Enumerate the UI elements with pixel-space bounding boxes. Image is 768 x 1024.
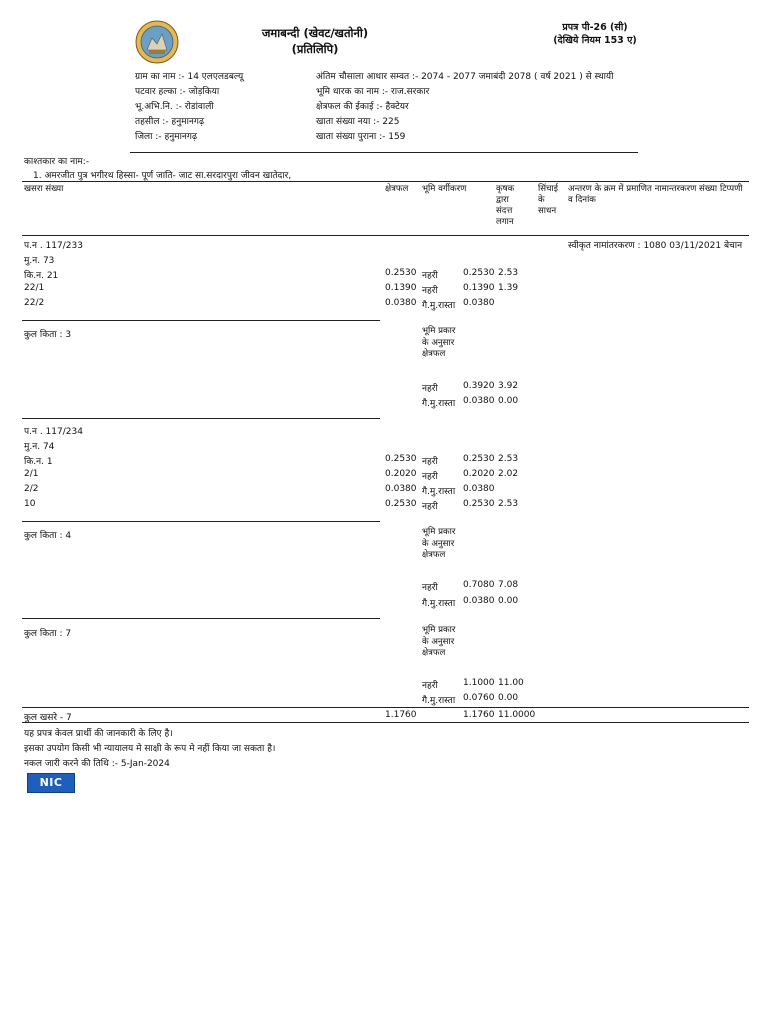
total-rent: 11.0000 [498, 710, 536, 720]
cultivator-name: 1. अमरजीत पुत्र भगीरथ हिस्सा- पूर्ण जाति- जाट सा.सरदारपुरा जीवन खातेदार, [33, 171, 292, 181]
summary-label: भूमि प्रकार के अनुसार क्षेत्रफल [422, 326, 456, 359]
rajasthan-emblem-icon [135, 20, 179, 64]
summary-area: 0.0760 [463, 693, 495, 703]
summary-rent: 7.08 [498, 580, 519, 590]
land-class: नहरी [422, 286, 438, 296]
summary-label: भूमि प्रकार के अनुसार क्षेत्रफल [422, 625, 456, 658]
summary-rent: 0.00 [498, 693, 519, 703]
area-value: 0.2530 [385, 454, 417, 464]
class-area: 0.2530 [463, 268, 495, 278]
class-area: 0.0380 [463, 484, 495, 494]
class-area: 0.2530 [463, 454, 495, 464]
khasra-number: कि.न. 1 [24, 457, 53, 467]
summary-label: भूमि प्रकार के अनुसार क्षेत्रफल [422, 527, 456, 560]
rent-value: 2.53 [498, 499, 519, 509]
khata-new: खाता संख्या नया :- 225 [316, 117, 400, 127]
land-class: गै.मु.रास्ता [422, 696, 456, 706]
total-class-area: 1.1760 [463, 710, 495, 720]
land-class: नहरी [422, 502, 438, 512]
khasra-number: 22/2 [24, 298, 45, 308]
totals-top-rule [22, 707, 749, 708]
col-class: भूमि वर्गीकरण [422, 184, 467, 194]
district: जिला :- हनुमानगढ़ [135, 132, 198, 142]
summary-rent: 0.00 [498, 596, 519, 606]
area-value: 0.2530 [385, 499, 417, 509]
tehsil: तहसील :- हनुमानगढ़ [135, 117, 205, 127]
pn-number: प.न . 117/234 [24, 427, 83, 437]
land-class: नहरी [422, 681, 438, 691]
land-class: गै.मु.रास्ता [422, 599, 456, 609]
class-area: 0.1390 [463, 283, 495, 293]
summary-rent: 3.92 [498, 381, 519, 391]
total-area: 1.1760 [385, 710, 417, 720]
summary-area: 0.0380 [463, 396, 495, 406]
khasra-number: 10 [24, 499, 36, 509]
class-area: 0.0380 [463, 298, 495, 308]
footer-note-info: यह प्रपत्र केवल प्रार्थी की जानकारी के लिए है। [24, 729, 173, 739]
col-mutation: अन्तरण के क्रम में प्रमाणित नामान्तरकरण संख्या व दिनांक [568, 184, 718, 205]
summary-area: 0.0380 [463, 596, 495, 606]
murabba-number: मु.न. 73 [24, 256, 55, 266]
land-class: नहरी [422, 384, 438, 394]
land-class: नहरी [422, 583, 438, 593]
footer-note-legal: इसका उपयोग किसी भी न्यायालय मे साक्षी के रूप मे नहीं किया जा सकता है। [24, 744, 276, 754]
mutation-entry: स्वीकृत नामांतरकरण : 1080 03/11/2021 बेचान [568, 241, 743, 251]
document-title: जमाबन्दी (खेवट/खतोनी) [261, 26, 369, 40]
area-value: 0.1390 [385, 283, 417, 293]
col-rent: कृषक द्वारा संदत्त लगान [496, 184, 515, 227]
table-top-rule [22, 181, 749, 182]
area-value: 0.2530 [385, 268, 417, 278]
rent-value: 2.02 [498, 469, 519, 479]
land-class: गै.मु.रास्ता [422, 487, 456, 497]
form-rule: (देखिये नियम 153 ए) [553, 35, 637, 46]
kul-kita-total: कुल किता : 7 [24, 629, 72, 639]
murabba-number: मु.न. 74 [24, 442, 55, 452]
totals-bottom-rule [22, 722, 749, 723]
land-class: नहरी [422, 457, 438, 467]
section-rule [22, 521, 380, 522]
summary-area: 1.1000 [463, 678, 495, 688]
patwar-halka: पटवार हल्का :- जोड़किया [135, 87, 220, 97]
rent-value: 1.39 [498, 283, 519, 293]
class-area: 0.2020 [463, 469, 495, 479]
col-irrigation: सिंचाई के साधन [538, 184, 558, 216]
divider [130, 152, 638, 153]
land-holder: भूमि धारक का नाम :- राज.सरकार [316, 87, 430, 97]
kul-kita: कुल किता : 4 [24, 531, 72, 541]
nic-logo: NIC [27, 773, 75, 793]
summary-area: 0.7080 [463, 580, 495, 590]
rent-value: 2.53 [498, 268, 519, 278]
land-class: नहरी [422, 271, 438, 281]
bhu-abhi-ni: भू.अभि.नि. :- रोडांवाली [135, 102, 214, 112]
document-subtitle: (प्रतिलिपि) [291, 42, 339, 56]
khata-old: खाता संख्या पुराना :- 159 [316, 132, 406, 142]
village-name: ग्राम का नाम :- 14 एलएलडबल्यू [135, 72, 244, 82]
kul-kita: कुल किता : 3 [24, 330, 72, 340]
col-khasra: खसरा संख्या [24, 184, 64, 194]
section-rule [22, 320, 380, 321]
area-value: 0.0380 [385, 298, 417, 308]
khasra-number: 22/1 [24, 283, 45, 293]
section-rule [22, 618, 380, 619]
form-number: प्रपत्र पी-26 (सी) [562, 22, 628, 33]
area-value: 0.0380 [385, 484, 417, 494]
land-class: गै.मु.रास्ता [422, 301, 456, 311]
section-rule [22, 418, 380, 419]
khasra-number: कि.न. 21 [24, 271, 59, 281]
summary-rent: 0.00 [498, 396, 519, 406]
pn-number: प.न . 117/233 [24, 241, 83, 251]
total-khasra: कुल खसरे - 7 [24, 713, 72, 723]
class-area: 0.2530 [463, 499, 495, 509]
cultivator-label: काश्तकार का नाम:- [24, 157, 90, 167]
khasra-number: 2/2 [24, 484, 39, 494]
area-unit: क्षेत्रफल की ईकाई :- हैक्टेयर [316, 102, 409, 112]
khasra-number: 2/1 [24, 469, 39, 479]
land-class: नहरी [422, 472, 438, 482]
table-header-rule [22, 235, 749, 236]
area-value: 0.2020 [385, 469, 417, 479]
issue-date: नकल जारी करने की तिथि :- 5-Jan-2024 [24, 759, 170, 769]
samvat-info: अंतिम चौसाला आधार सम्वत :- 2074 - 2077 जमाबंदी 2078 ( वर्ष 2021 ) से स्थायी [316, 72, 614, 82]
summary-rent: 11.00 [498, 678, 524, 688]
summary-area: 0.3920 [463, 381, 495, 391]
col-remarks: टिप्पणी [720, 184, 743, 194]
rent-value: 2.53 [498, 454, 519, 464]
land-class: गै.मु.रास्ता [422, 399, 456, 409]
col-area: क्षेत्रफल [385, 184, 409, 194]
